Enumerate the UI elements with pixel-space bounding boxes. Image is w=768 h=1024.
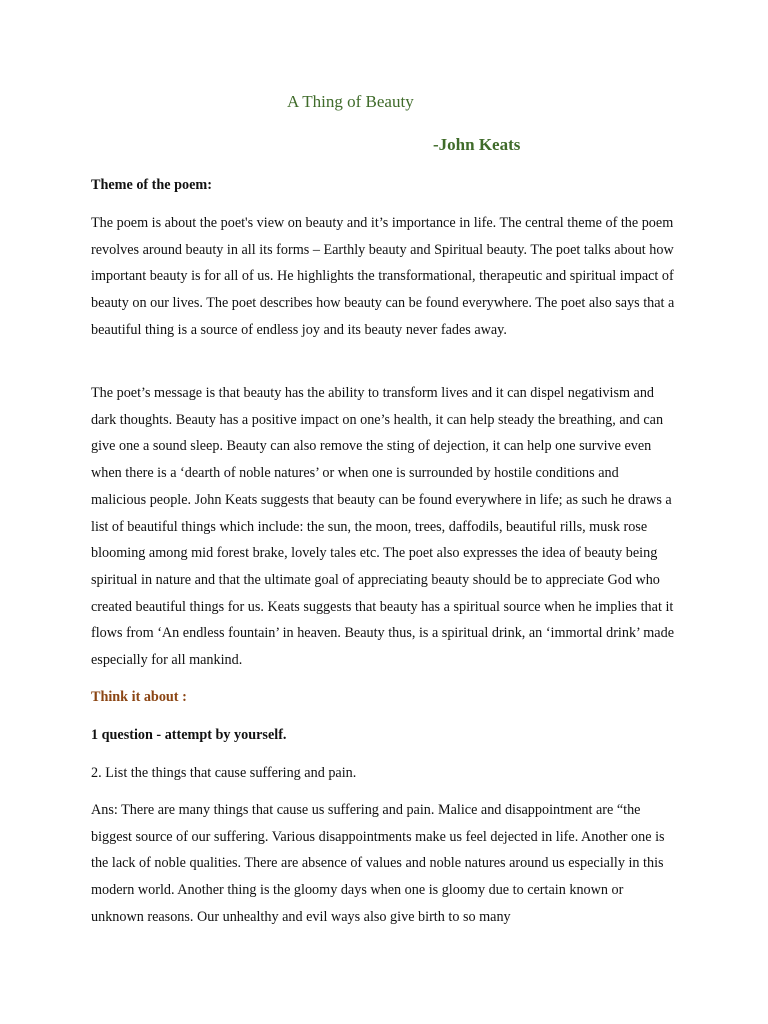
question-text: 2. List the things that cause suffering and pain. <box>91 765 357 781</box>
theme-paragraph-2 <box>91 380 676 674</box>
answer-paragraph <box>91 797 676 931</box>
page-title: A Thing of Beauty <box>287 92 414 111</box>
author-name: -John Keats <box>433 135 521 154</box>
paragraph-text: The poet’s message is that beauty has the ability to transform lives and it can dispel negativism and dark thoughts. Beauty has a positive impact on one’s health, it can help steady the breathing, and can give one a sound sleep. Beauty can also remove the sting of dejection, it can help one survive even when there is a ‘dearth of noble natures’ or when one is surrounded by hostile conditions and malicious people. John Keats suggests that beauty can be found everywhere in life; as such he draws a list of beautiful things which include: the sun, the moon, trees, daffodils, beautiful rills, musk rose blooming among mid forest brake, lovely tales etc. The poet also expresses the idea of beauty being spiritual in nature and that the ultimate goal of appreciating beauty should be to appreciate God who created beautiful things for us. Keats suggests that beauty has a spiritual source when he implies that it flows from ‘An endless fountain’ in heaven. Beauty thus, is a spiritual drink, an ‘immortal drink’ made especially for all mankind. <box>91 385 674 669</box>
theme-heading: Theme of the poem: <box>91 177 212 193</box>
question-2 <box>91 760 676 787</box>
answer-text: Ans: There are many things that cause us suffering and pain. Malice and disappointment are “the biggest source of our suffering. Various disappointments make us feel dejected in life. Another one is the lack of noble qualities. There are absence of values and noble natures around us especially in this modern world. Another thing is the gloomy days when one is gloomy due to certain known or unknown reasons. Our unhealthy and evil ways also give birth to so many <box>91 802 665 925</box>
paragraph-text: The poem is about the poet's view on beauty and it’s importance in life. The central theme of the poem revolves around beauty in all its forms – Earthly beauty and Spiritual beauty. The poet talks about how important beauty is for all of us. He highlights the transformational, therapeutic and spiritual impact of beauty on our lives. The poet describes how beauty can be found everywhere. The poet also says that a beautiful thing is a source of endless joy and its beauty never fades away. <box>91 215 675 338</box>
theme-paragraph-1 <box>91 210 676 344</box>
question-1: 1 question - attempt by yourself. <box>91 727 287 743</box>
think-about-heading: Think it about : <box>91 689 187 705</box>
